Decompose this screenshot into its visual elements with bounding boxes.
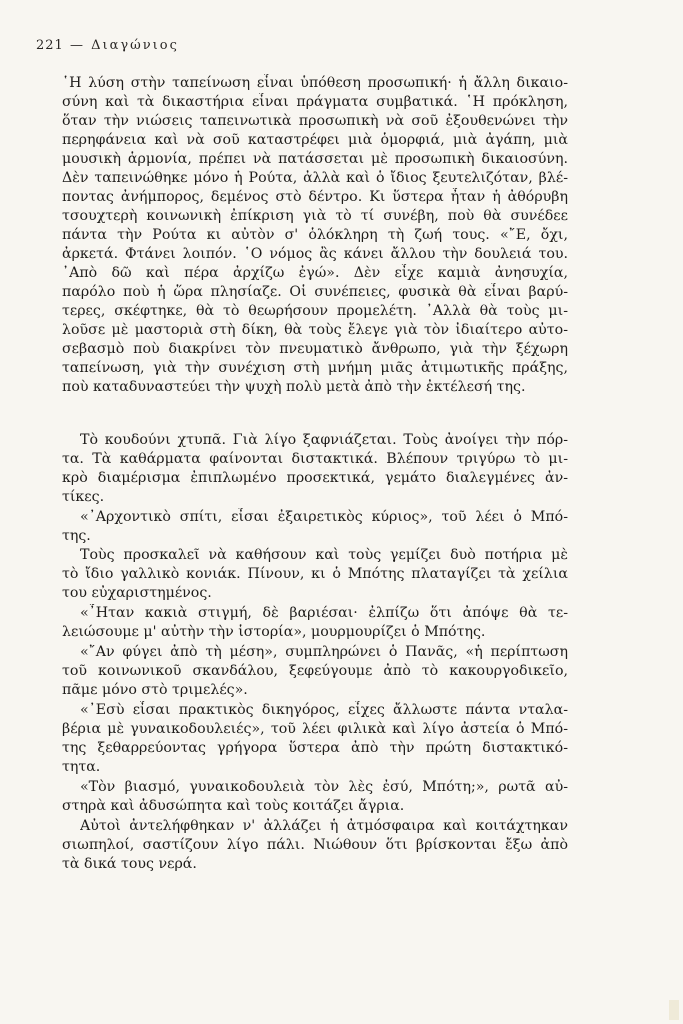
text-line: παρόλο ποὺ ἡ ὥρα πλησίαζε. Οἱ συνέπειες, φυσικὰ θὰ εἶναι βαρύ- (62, 284, 568, 300)
text-line: Τὸ κουδούνι χτυπᾶ. Γιὰ λίγο ξαφνιάζεται. Τοὺς ἀνοίγει τὴν πόρ- (80, 432, 568, 448)
text-line: τσουχτερὴ κοινωνικὴ ἐπίκριση γιὰ τὸ τί συνέβη, ποὺ θὰ συνέδεε (62, 208, 568, 224)
text-line: Αὐτοὶ ἀντελήφθηκαν ν' ἀλλάζει ἡ ἀτμόσφαιρα καὶ κοιτάχτηκαν (80, 818, 568, 834)
text-line: «῎Αν φύγει ἀπὸ τὴ μέση», συμπληρώνει ὁ Πανᾶς, «ἡ περίπτωση (80, 644, 568, 660)
text-line: «᾿Αρχοντικὸ σπίτι, εἶσαι ἐξαιρετικὸς κύριος», τοῦ λέει ὁ Μπό- (80, 509, 568, 525)
text-line: «῏Ηταν κακιὰ στιγμή, δὲ βαριέσαι· ἐλπίζω ὅτι ἀπόψε θὰ τε- (80, 605, 568, 621)
text-line: λειώσουμε μ' αὐτὴν τὴν ἱστορία», μουρμουρίζει ὁ Μπότης. (62, 624, 486, 640)
text-line: σεβασμὸ ποὺ διακρίνει τὸν πνευματικὸ ἄνθρωπο, γιὰ τὴν ξέχωρη (62, 341, 568, 357)
text-line: περηφάνεια καὶ νὰ σοῦ καταστρέφει μιὰ ὁμορφιά, μιὰ ἀγάπη, μιὰ (62, 132, 568, 148)
text-line: κρὸ διαμέρισμα ἐπιπλωμένο προσεκτικά, γεμάτο διαλεγμένες ἀν- (62, 470, 568, 486)
text-line: της ξεθαρρεύοντας γρήγορα ὕστερα ἀπὸ τὴν πρώτη διστακτικό- (62, 740, 568, 756)
text-line: του εὐχαριστημένος. (62, 585, 212, 601)
text-line: Τοὺς προσκαλεῖ νὰ καθήσουν καὶ τοὺς γεμίζει δυὸ ποτήρια μὲ (80, 547, 568, 563)
text-line: τὰ δικά τους νερά. (62, 856, 197, 872)
text-line: ῾Η λύση στὴν ταπείνωση εἶναι ὑπόθεση προσωπική· ἡ ἄλλη δικαιο- (62, 75, 568, 91)
text-line: βέρια μὲ γυναικοδουλειές», τοῦ λέει φιλικὰ καὶ λίγο ἀστεία ὁ Μπό- (62, 721, 568, 737)
text-line: «᾿Εσὺ εἶσαι πρακτικὸς δικηγόρος, εἶχες ἄλλωστε πάντα νταλα- (80, 702, 568, 718)
page-edge-discoloration (669, 1000, 679, 1020)
text-line: τὸ ἴδιο γαλλικὸ κονιάκ. Πίνουν, κι ὁ Μπότης πλαταγίζει τὰ χείλια (62, 566, 568, 582)
text-line: πάντα τὴν Ρούτα κι αὐτὸν σ' ὁλόκληρη τὴ ζωή τους. «῎Ε, ὄχι, (62, 227, 568, 243)
text-line: ἀρκετά. Φτάνει λοιπόν. ῾Ο νόμος ἂς κάνει ἄλλου τὴν δουλειά του. (62, 246, 568, 262)
text-line: μουσικὴ ἁρμονία, πρέπει νὰ πατάσσεται μὲ προσωπικὴ δικαιοσύνη. (62, 151, 568, 167)
text-line: τίκες. (62, 489, 105, 505)
text-line: τα. Τὰ καθάρματα φαίνονται διστακτικά. Βλέπουν τριγύρω τὸ μι- (62, 451, 568, 467)
text-line: τητα. (62, 759, 101, 775)
text-line: ποὺ καταδυναστεύει τὴν ψυχὴ πολὺ μετὰ ἀπὸ τὴν ἐκτέλεσή της. (62, 379, 526, 395)
text-line: της. (62, 528, 91, 544)
text-line: «Τὸν βιασμό, γυναικοδουλειὰ τὸν λὲς ἐσύ, Μπότη;», ρωτᾶ αὐ- (80, 779, 568, 795)
text-line: τερες, σκέφτηκε, θὰ τὸ θεωρήσουν προμελέτη. ᾿Αλλὰ θὰ τοὺς μι- (62, 303, 568, 319)
text-line: στηρὰ καὶ ἀδυσώπητα καὶ τοὺς κοιτάζει ἄγρια. (62, 798, 405, 814)
text-line: ᾿Απὸ δῶ καὶ πέρα ἀρχίζω ἐγώ». Δὲν εἶχε καμιὰ ἀνησυχία, (62, 265, 568, 281)
text-line: σιωπηλοί, σαστίζουν λίγο πάλι. Νιώθουν ὅτι βρίσκονται ἔξω ἀπὸ (62, 837, 568, 853)
running-head (36, 38, 179, 53)
text-line: ταπείνωση, γιὰ τὴν συνέχιση στὴ μνήμη μιᾶς ἀτιμωτικῆς πράξης, (62, 360, 568, 376)
text-line: λοῦσε μὲ μαστοριὰ στὴ δίκη, θὰ τοὺς ἔλεγε γιὰ τὸν ἰδιαίτερο αὐτο- (62, 322, 568, 338)
running-head-separator: — (69, 38, 85, 53)
text-line: σύνη καὶ τὰ δικαστήρια εἶναι πράγματα συμβατικά. ῾Η πρόκληση, (62, 94, 568, 110)
text-line: Δὲν ταπεινώθηκε μόνο ἡ Ρούτα, ἀλλὰ καὶ ὁ ἴδιος ξευτελιζόταν, βλέ- (62, 170, 568, 186)
text-line: τοῦ κοινωνικοῦ σκανδάλου, ξεφεύγουμε ἀπὸ τὸ κακουργοδικεῖο, (62, 663, 568, 679)
page-number: 221 (36, 38, 64, 53)
text-line: ποντας ἀνήμπορος, δεμένος στὸ δέντρο. Κι ὕστερα ἦταν ἡ ἀθόρυβη (62, 189, 568, 205)
running-head-title: Διαγώνιος (91, 38, 179, 53)
text-line: ὅταν τὴν νιώσεις ταπεινωτικὰ προσωπικὴ νὰ σοῦ ἐξουθενώνει τὴν (62, 113, 568, 129)
text-line: πᾶμε μόνο στὸ τριμελές». (62, 682, 248, 698)
